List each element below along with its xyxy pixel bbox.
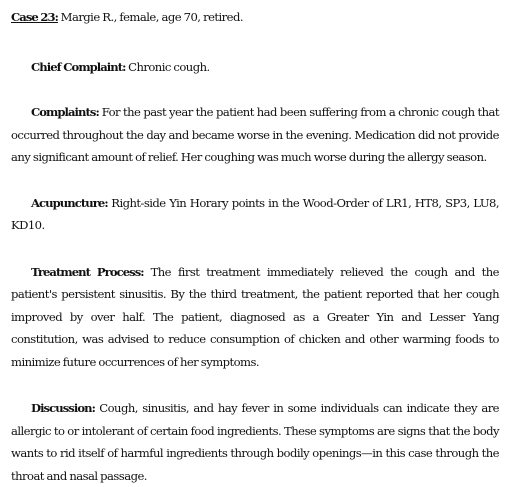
complaints-text: For the past year the patient had been suffering from a chronic cough that occurred throughout the day and became worse in the evening. Medication did not provide any significant amount of relief. Her coughing was much worse during the allergy season. [11, 105, 499, 164]
discussion-paragraph [11, 397, 499, 487]
discussion-text: Cough, sinusitis, and hay fever in some individuals can indicate they are allergic to or intolerant of certain food ingredients. These symptoms are signs that the body wants to rid itself of harmful ingredients through bodily openings—in this case through the throat and nasal passage. [11, 401, 499, 483]
treatment-process-label: Treatment Process: [31, 264, 144, 279]
chief-complaint-text: Chronic cough. [125, 59, 210, 74]
complaints-paragraph [11, 101, 499, 169]
acupuncture-paragraph [11, 192, 499, 237]
case-header [11, 6, 499, 29]
chief-complaint-paragraph [11, 56, 499, 79]
case-summary: Margie R., female, age 70, retired. [58, 10, 243, 24]
case-label: Case 23: [11, 10, 58, 24]
acupuncture-text: Right-side Yin Horary points in the Wood-Order of LR1, HT8, SP3, LU8, KD10. [11, 195, 499, 232]
chief-complaint-label: Chief Complaint: [31, 59, 126, 74]
treatment-process-paragraph [11, 261, 499, 374]
discussion-label: Discussion: [31, 401, 95, 415]
treatment-process-text: The first treatment immediately relieved the cough and the patient's persistent sinusitis. By the third treatment, the patient reported that her cough improved by over half. The patient, diagnosed as a Greater Yin and Lesser Yang constitution, was advised to reduce consumption of chicken and other warming foods to minimize future occurrences of her symptoms. [11, 264, 499, 369]
complaints-label: Complaints: [31, 105, 99, 119]
acupuncture-label: Acupuncture: [31, 195, 108, 210]
